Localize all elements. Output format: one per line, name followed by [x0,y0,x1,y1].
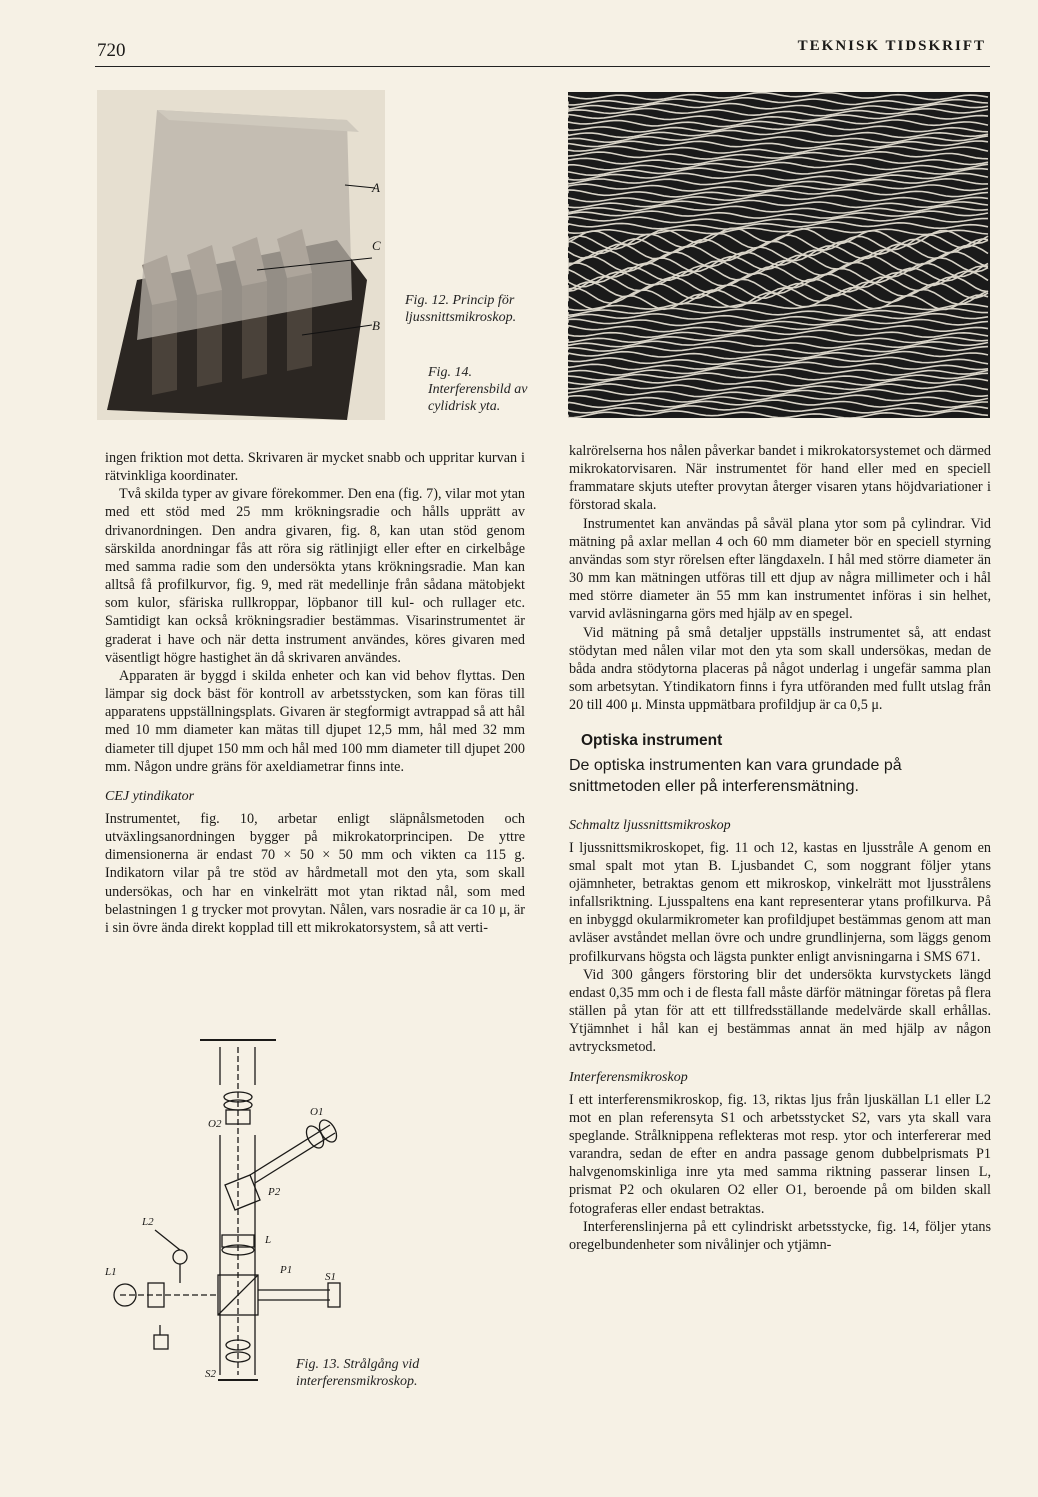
interference-fringe [568,244,988,261]
right-paragraph-3: Vid mätning på små detaljer uppställs instrumentet så, att endast stödytan med nålen vilar mot den yta som skall undersökas, medan de båda andra stödytorna placeras på något underlag i ungefär samma plan som arbetsytan. Ytindikatorn finns i fyra utföranden med fullt utslag från 20 till 400 μ. Minsta uppmätbara profildjup är ca 0,5 μ. [569,624,991,714]
interference-fringe [568,277,988,294]
left-paragraph-3: Apparaten är byggd i skilda enheter och kan vid behov flyttas. Den lämpar sig dock bäst för kontroll av arbetsstycken, som kan föras till apparatens uppställningsplats. Givaren är stegformigt avtrappad så att hål med 10 mm diameter kan mätas till djupet 12,5 mm, hål med 32 mm diameter till djupet 150 mm och hål med 100 mm diameter till djupet 200 mm. Någon undre gräns för axeldiametrar finns inte. [105,667,525,775]
interference-fringe [568,303,988,310]
right-paragraph-5: Vid 300 gångers förstoring blir det undersökta kurvstyckets längd endast 0,35 mm och i de flesta fall måste därför mätningar företas på flera ställen på ytan för att ett tillfredsställande medelvärde skall erhållas. Ytjämnhet i hål kan ej bestämmas annat än med hjälp av någon avtrycksmetod. [569,966,991,1056]
interference-fringe [568,195,988,202]
interference-fringe [568,319,988,326]
interference-fringe [568,325,988,332]
interference-fringe [568,125,988,132]
interference-fringe [568,266,988,283]
left-paragraph-4: Instrumentet, fig. 10, arbetar enligt släpnålsmetoden och utväxlingsanordningen bygger på mikrokatorprincipen. De yttre dimensionerna är endast 70 × 50 × 50 mm och vikten ca 115 g. Indikatorn vilar på tre stöd av hårdmetall mot den yta, som skall undersökas, och har en vinkelrätt mot ytan riktad nål, som med belastningen 1 g trycker mot provytan. Nålen, vars nosradie är ca 10 μ, är i sin övre ända direkt kopplad till ett mikrokatorsystem, så att verti- [105,810,525,936]
fig14-image [568,92,990,418]
right-paragraph-1: kalrörelserna hos nålen påverkar bandet i mikrokatorsystemet och därmed mikrokatorvisaren. När instrumentet för hand eller med en speciell frammatare skjuts utefter provytan återger visaren ytans höjdvariationer i förstorad skala. [569,443,991,514]
fig13-label-o1: O1 [310,1106,324,1118]
subheading-interferens: Interferensmikroskop [569,1069,688,1085]
fig12-label-a: A [372,180,380,195]
interference-fringe [568,146,988,153]
fig12-label-c: C [372,238,381,253]
interference-fringe [568,114,988,121]
interference-fringe [568,357,988,364]
interference-fringe [568,395,988,402]
header-rule [95,66,990,67]
interference-fringe [568,352,988,359]
right-paragraph-6: I ett interferensmikroskop, fig. 13, riktas ljus från ljuskällan L1 eller L2 mot en plan referensyta S1 och arbetsstycket S2, vars yta skall vara speglande. Strålknippena reflekteras mot resp. ytor och interfererar med varandra, sedan de efter en andra passage genom dubbelprismats P1 halvgenomskinliga inre yta med samma riktning passerar linsen L, prismat P2 och okularen O2 eller O1, beroende på om bilden skall fotograferas eller endast betraktas. [569,1091,991,1217]
interference-fringe [568,330,988,337]
right-paragraph-4: I ljussnittsmikroskopet, fig. 11 och 12, kastas en ljusstråle A genom en smal spalt mot ytan B. Ljusbandet C, som noggrant följer ytans ojämnheter, betraktas genom ett mikroskop, vinkelrätt mot ljusstrålens infallsriktning. Ljusspaltens ena kant representerar ytans profilkurva. På en inbyggd okularmikrometer kan profildjupet bestämmas genom att man avläser avståndet mellan övre och undre grundlinjerna, som läggs genom profilkurvans högsta och lägsta punkter enligt anvisningarna i SMS 671. [569,839,991,965]
interference-fringe [568,261,988,278]
left-paragraph-1: ingen friktion mot detta. Skrivaren är mycket snabb och uppritar kurvan i rätvinkliga koordinater. [105,450,525,485]
interference-fringe [568,173,988,180]
interference-fringe [568,120,988,127]
interference-fringe [568,228,988,235]
fig13-label-s1: S1 [325,1271,336,1283]
page-number: 720 [97,40,126,61]
interference-fringe [568,200,988,207]
section-heading: Optiska instrument [581,732,723,750]
left-subheading: CEJ ytindikator [105,788,195,804]
interference-fringe [568,217,988,224]
fig13-label-l2: L2 [142,1216,154,1228]
interference-fringe [568,379,988,386]
interference-fringe [568,271,988,288]
fig14-interferogram [568,92,990,418]
right-paragraph-7: Interferenslinjerna på ett cylindriskt arbetsstycke, fig. 14, följer ytans oregelbundenheter som nivålinjer och ytjämn- [569,1218,991,1253]
interference-fringe [568,384,988,391]
fig13-label-l1: L1 [105,1266,117,1278]
fig13-caption: Fig. 13. Strålgång vid interferensmikroskop. [296,1357,420,1389]
fig13-label-o2: O2 [208,1118,222,1130]
fig13-label-p2: P2 [268,1186,281,1198]
left-column [105,449,525,937]
right-column [569,442,991,1254]
right-paragraph-2: Instrumentet kan användas på såväl plana ytor som på cylindrar. Vid mätning på axlar mellan 4 och 60 mm diameter bör en speciell styrning användas som styr rörelsen efter längdaxeln. I hål med större diameter än 30 mm kan mätningen utföras till ett djup av några millimeter och i hål med större diameter än 55 mm kan instrumentet införas i sin helhet, varvid avläsningarna görs med hjälp av en spegel. [569,515,991,623]
fig12-image [97,90,385,420]
fig13-label-s2: S2 [205,1368,216,1380]
fig14-caption: Fig. 14. Interferensbild av cylidrisk yta. [428,365,528,414]
fig12-illustration [97,90,385,420]
subheading-ljussnitt: Schmaltz ljussnittsmikroskop [569,817,731,833]
fig12-caption: Fig. 12. Princip för ljussnittsmikroskop. [405,293,517,325]
fig13-label-l: L [265,1234,272,1246]
interference-fringe [568,222,988,229]
interference-fringe [568,141,988,148]
section-lead: De optiska instrumenten kan vara grundade på snittmetoden eller på interferensmätning. [569,756,902,795]
interference-fringe [568,400,988,407]
interference-fringe [568,406,988,413]
journal-title: TEKNISK TIDSKRIFT [797,38,986,54]
interference-fringe [568,168,988,175]
left-paragraph-2: Två skilda typer av givare förekommer. Den ena (fig. 7), vilar mot ytan med ett stöd med 25 mm krökningsradie och hålls upprätt av drivanordningen. Den andra givaren, fig. 8, kan utan stöd genom särskilda anordningar fås att röra sig rätlinjigt eller efter en cirkelbåge med samma radie som den undersökta ytans krökningsradie. Man kan alltså få profilkurvor, fig. 9, med rät medellinje från sådana mätobjekt som kulor, sfäriska rullkroppar, löpbanor till kul- och rullager etc. Samtidigt kan också krökningsradier bestämmas. Visarinstrumentet är graderat i have och när detta instrument användes, köres givaren med väsentligt högre hastighet än då skrivaren användes. [105,486,525,666]
fig12-label-b: B [372,318,380,333]
interference-fringe [568,93,988,100]
fig13-label-p1: P1 [280,1264,293,1276]
